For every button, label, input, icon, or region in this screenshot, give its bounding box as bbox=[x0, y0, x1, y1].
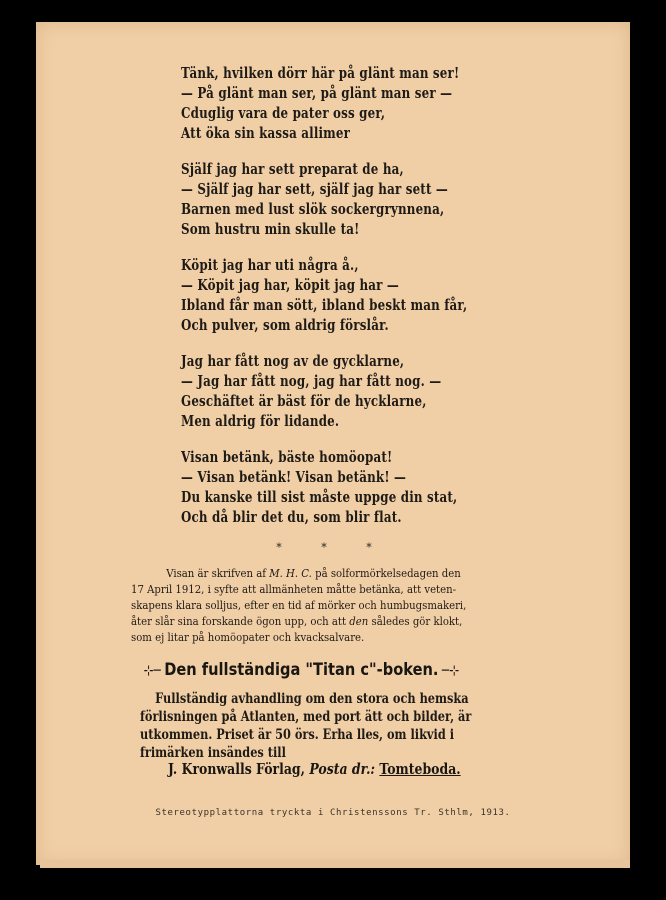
verse-line: Visan betänk, bäste homöopat! bbox=[181, 449, 393, 466]
verse-line: — Visan betänk! Visan betänk! — bbox=[181, 469, 407, 486]
verse-line: — Jag har fått nog, jag har fått nog. — bbox=[181, 373, 442, 390]
posta-label: Posta bbox=[309, 761, 348, 778]
verse-line: Geschäftet är bäst för de hycklarne, bbox=[181, 393, 427, 410]
note-text: således gör klokt, bbox=[368, 614, 463, 628]
note-line: som ej litar på homöopater och kvacksalvare. bbox=[131, 630, 365, 644]
book-title-text: Den fullständiga "Titan c"-boken. bbox=[164, 660, 439, 680]
note-line: skapens klara solljus, efter en tid af mörker och humbugsmakeri, bbox=[131, 598, 467, 612]
verse-line: — Köpit jag har, köpit jag har — bbox=[181, 277, 399, 294]
verse-line: Jag har fått nog av de gycklarne, bbox=[181, 353, 405, 370]
publisher-place: Tomteboda. bbox=[379, 761, 461, 778]
verse-line: Som hustru min skulle ta! bbox=[181, 221, 360, 238]
printer-imprint: Stereotypplattorna tryckta i Christenssons Tr. Sthlm, 1913. bbox=[155, 808, 511, 818]
publisher-name: J. Kronwalls Förlag, bbox=[168, 761, 305, 778]
poem bbox=[181, 64, 521, 544]
stanza-4 bbox=[181, 352, 521, 432]
sheet-underlay-edge bbox=[40, 860, 630, 868]
ad-line: utkommen. Priset är 50 örs. Erha lles, om likvid i bbox=[140, 727, 455, 743]
stanza-5 bbox=[181, 448, 521, 528]
note-text: åter slår sina forskande ögon upp, och att bbox=[131, 614, 350, 628]
note-emphasis: den bbox=[349, 614, 369, 628]
note-text: Visan är skrifven af bbox=[166, 566, 270, 580]
publisher-line bbox=[168, 761, 512, 778]
verse-line: Själf jag har sett preparat de ha, bbox=[181, 161, 404, 178]
author-note bbox=[131, 565, 483, 645]
verse-line: Att öka sin kassa allimer bbox=[181, 125, 351, 142]
asterism-divider: * * * bbox=[276, 541, 390, 554]
verse-line: — På glänt man ser, på glänt man ser — bbox=[181, 85, 453, 102]
verse-line: Men aldrig för lidande. bbox=[181, 413, 340, 430]
book-advertisement bbox=[140, 690, 476, 762]
address-label: dr.: bbox=[351, 761, 376, 778]
stanza-3 bbox=[181, 256, 521, 336]
verse-line: Ibland får man sött, ibland beskt man får, bbox=[181, 297, 468, 314]
verse-line: — Själf jag har sett, själf jag har sett — bbox=[181, 181, 448, 198]
ad-line: Fullständig avhandling om den stora och hemska bbox=[155, 691, 469, 707]
verse-line: Cduglig vara de pater oss ger, bbox=[181, 105, 386, 122]
stanza-2 bbox=[181, 160, 521, 240]
verse-line: Köpit jag har uti några å., bbox=[181, 257, 359, 274]
verse-line: Barnen med lust slök sockergrynnena, bbox=[181, 201, 445, 218]
note-text: på solformörkelsedagen den bbox=[311, 566, 461, 580]
book-ad-title bbox=[140, 660, 484, 680]
ornament-left-icon: ⊹─ bbox=[143, 663, 161, 679]
verse-line: Och pulver, som aldrig förslår. bbox=[181, 317, 389, 334]
note-line: 17 April 1912, i syfte att allmänheten måtte betänka, att veten- bbox=[131, 582, 457, 596]
note-line bbox=[131, 565, 483, 581]
verse-line: Du kanske till sist måste uppge din stat, bbox=[181, 489, 458, 506]
stanza-1 bbox=[181, 64, 521, 144]
ornament-right-icon: ─⊹ bbox=[441, 663, 460, 679]
ad-line: förlisningen på Atlanten, med port ätt och bilder, är bbox=[140, 709, 472, 725]
ad-line: frimärken insändes till bbox=[140, 745, 286, 761]
verse-line: Tänk, hvilken dörr här på glänt man ser! bbox=[181, 65, 460, 82]
author-initials: M. H. C. bbox=[269, 566, 312, 580]
note-line bbox=[131, 613, 483, 629]
verse-line: Och då blir det du, som blir flat. bbox=[181, 509, 402, 526]
